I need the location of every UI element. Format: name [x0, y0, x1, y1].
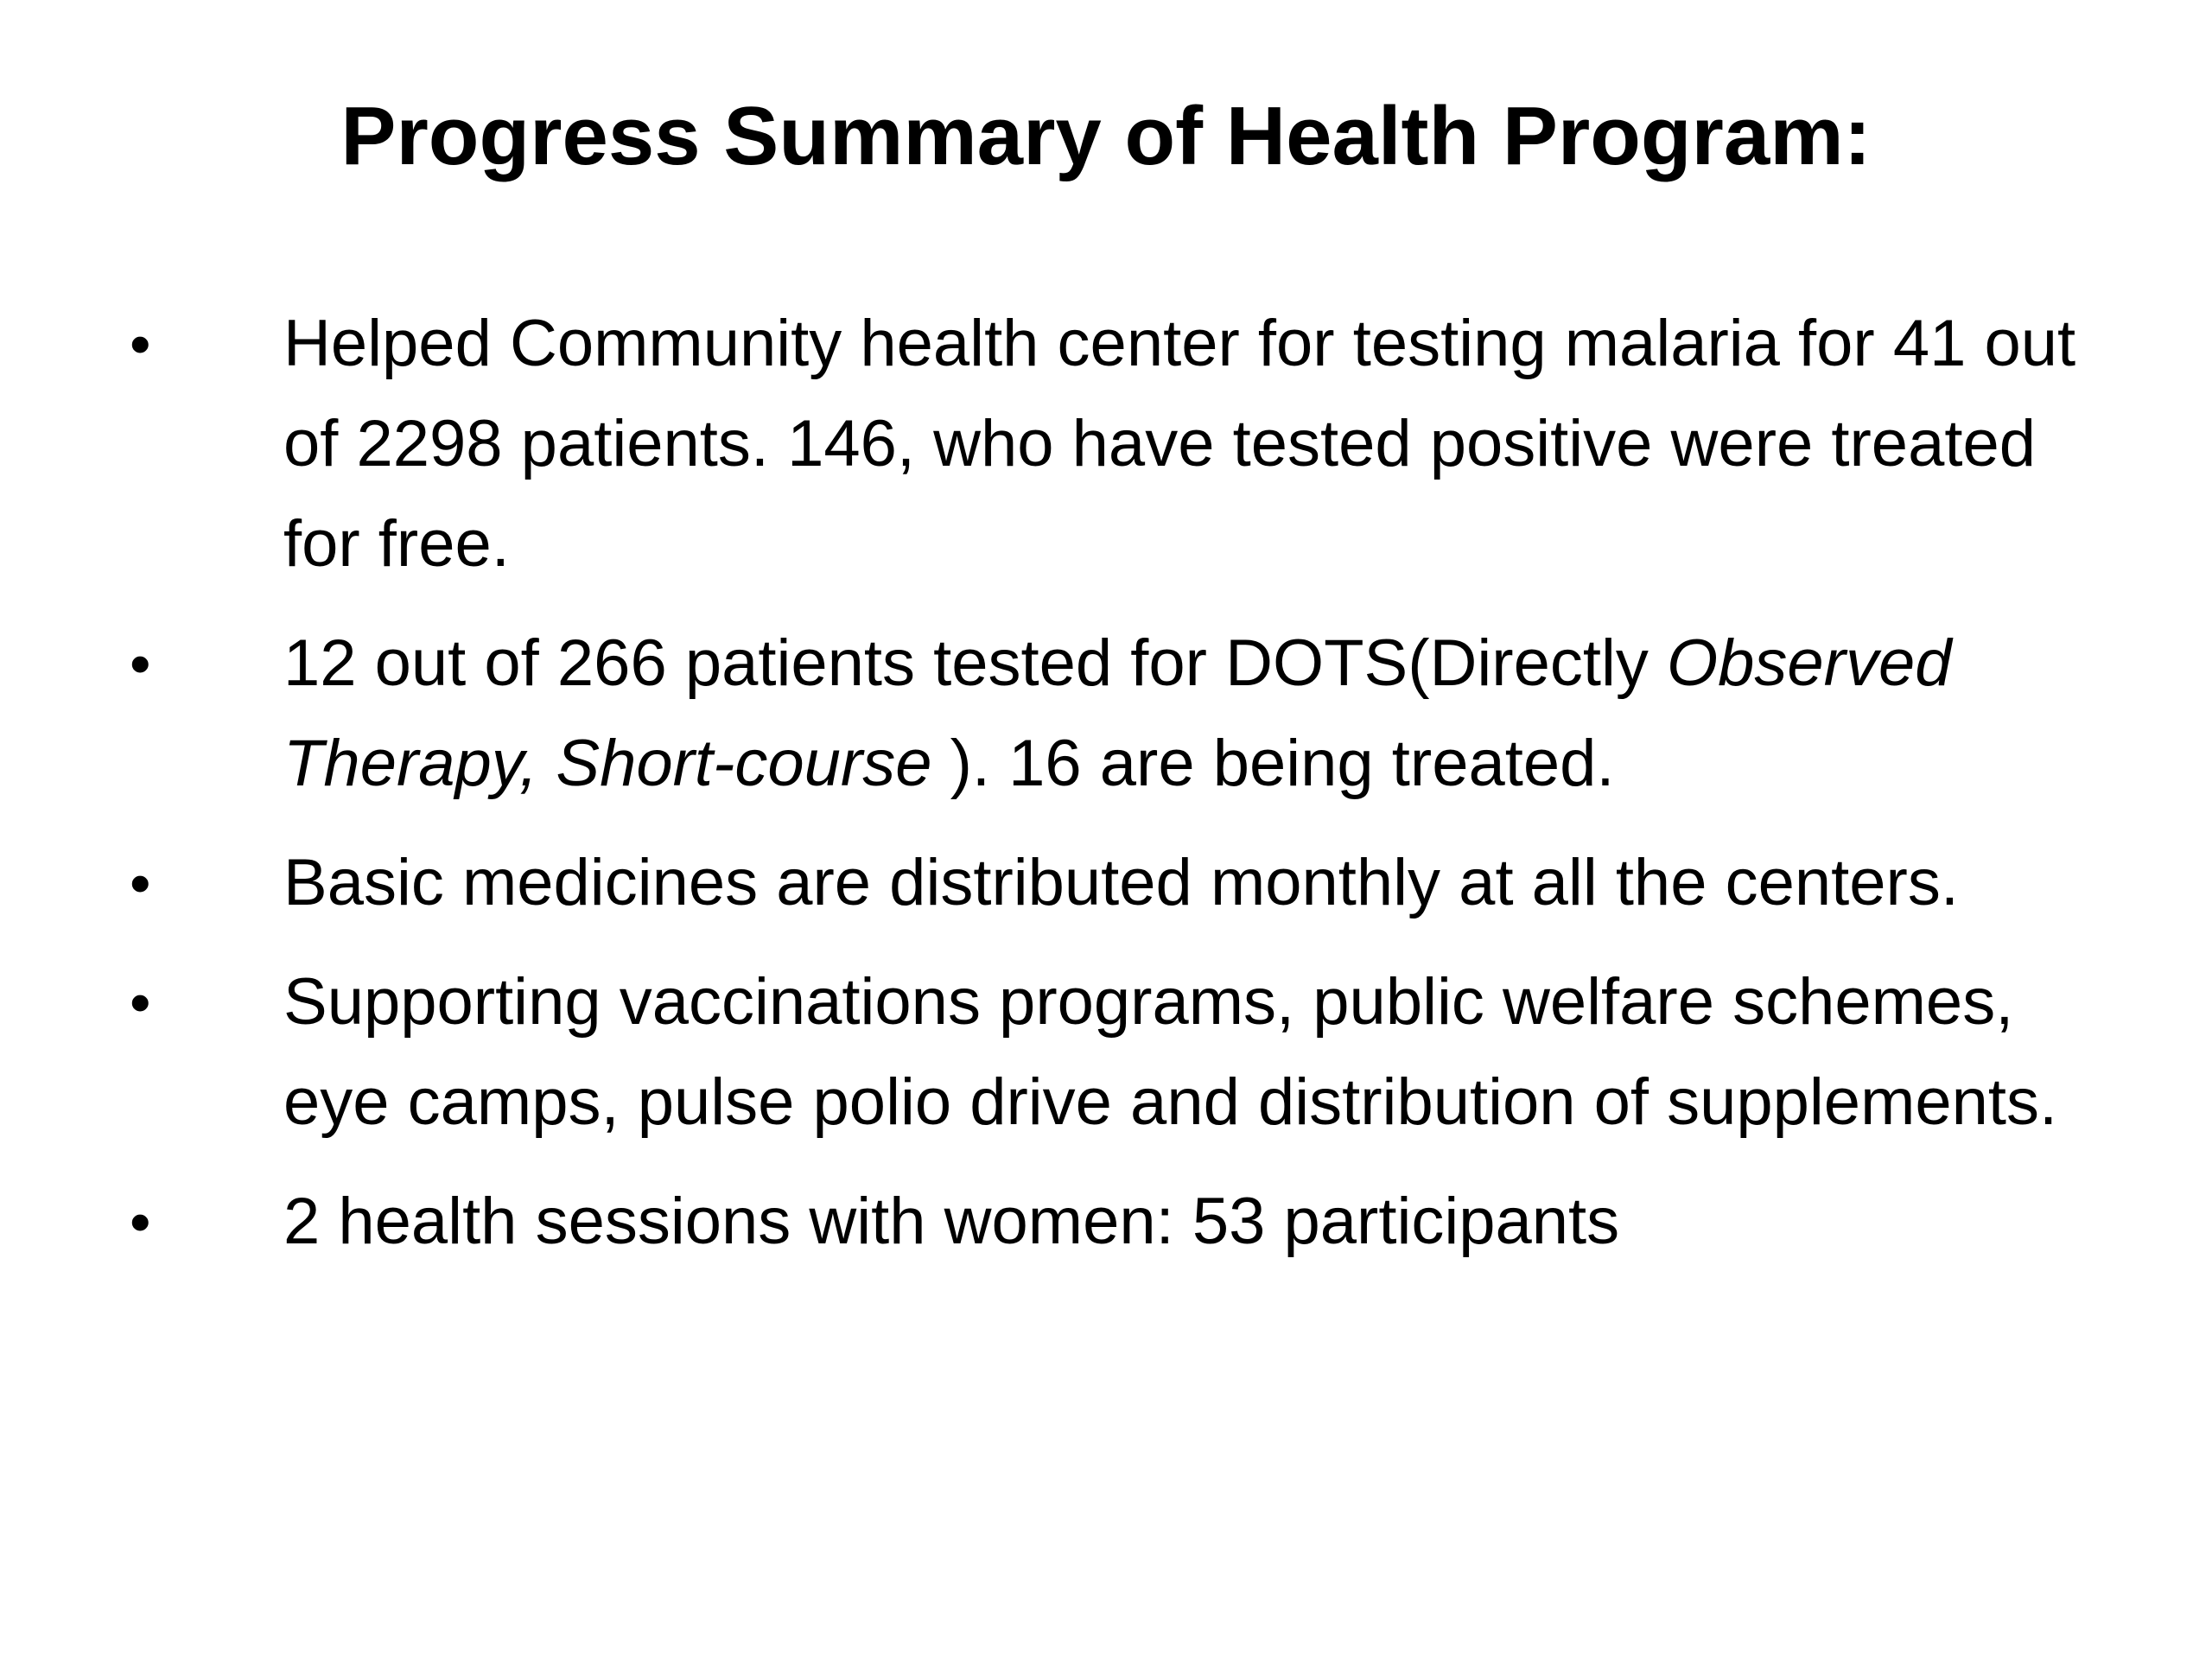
bullet-item-malaria-testing — [0, 294, 2081, 594]
bullet-point-icon: • — [130, 310, 151, 378]
slide-title: Progress Summary of Health Program: — [340, 90, 1872, 182]
bullet-item-medicine-distribution — [0, 833, 2081, 933]
bullet-item-health-sessions — [0, 1172, 2081, 1272]
bullet-text: Helped Community health center for testing malaria for 41 out of 2298 patients. 146, who have tested positive were treated for free. — [283, 307, 2076, 581]
bullet-point-icon: • — [130, 849, 151, 917]
bullet-item-dots-testing — [0, 613, 2081, 814]
bullet-point-icon: • — [130, 969, 151, 1036]
bullet-text-suffix: ). 16 are being treated. — [931, 727, 1615, 800]
bullet-item-vaccination-support — [0, 952, 2081, 1153]
bullet-point-icon: • — [130, 1188, 151, 1255]
bullet-text: 2 health sessions with women: 53 participants — [283, 1185, 1620, 1258]
bullet-list — [0, 294, 2212, 1291]
bullet-text: Basic medicines are distributed monthly at all the centers. — [283, 846, 1959, 919]
bullet-text-prefix: 12 out of 266 patients tested for DOTS(Directly — [283, 626, 1667, 700]
bullet-point-icon: • — [130, 630, 151, 697]
bullet-text-italic-term: Observed Therapy, Short-course — [283, 626, 1952, 800]
bullet-text: Supporting vaccinations programs, public welfare schemes, eye camps, pulse polio drive and distribution of supplements. — [283, 965, 2058, 1139]
